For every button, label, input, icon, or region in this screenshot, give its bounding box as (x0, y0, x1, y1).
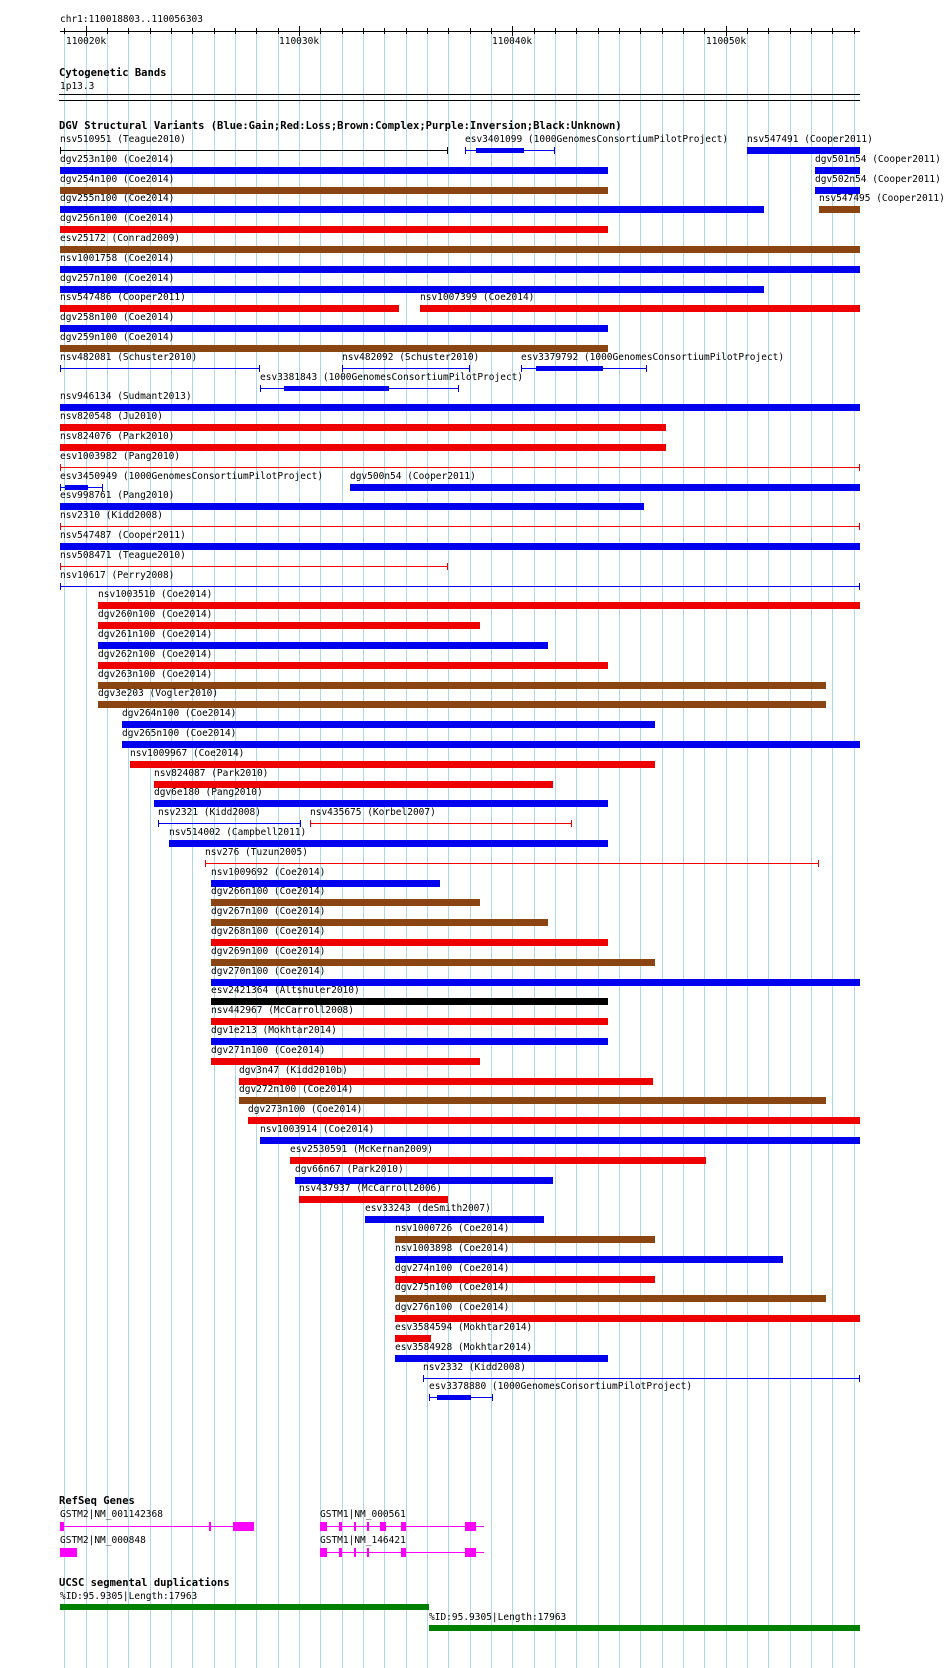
gene-exon (209, 1522, 211, 1531)
feature-label: nsv276 (Tuzun2005) (205, 847, 308, 858)
ruler-tick (363, 28, 364, 34)
feature-label: nsv1003898 (Coe2014) (395, 1243, 510, 1254)
ruler-tick (683, 28, 684, 34)
feature-label: nsv820548 (Ju2010) (60, 411, 163, 422)
feature-label: dgv66n67 (Park2010) (295, 1164, 404, 1175)
feature-label: nsv547491 (Cooper2011) (747, 134, 873, 145)
variant-line-cap (646, 365, 647, 372)
feature-label: nsv946134 (Sudmant2013) (60, 391, 192, 402)
gene-exon (401, 1522, 405, 1531)
segdup-bar[interactable] (429, 1625, 860, 1631)
feature-label: dgv263n100 (Coe2014) (98, 669, 213, 680)
variant-core-bar (536, 366, 603, 371)
ruler-tick (534, 28, 535, 34)
ruler-tick (747, 28, 748, 34)
feature-label: dgv500n54 (Cooper2011) (350, 471, 476, 482)
variant-line-cap (342, 365, 343, 372)
feature-label: dgv253n100 (Coe2014) (60, 154, 175, 165)
variant-line-cap (859, 583, 860, 590)
variant-bar[interactable] (60, 167, 608, 174)
ruler-tick (790, 28, 791, 34)
variant-bar[interactable] (60, 266, 860, 273)
feature-label: nsv1003914 (Coe2014) (260, 1124, 375, 1135)
variant-line[interactable] (310, 823, 572, 824)
variant-bar[interactable] (395, 1335, 431, 1342)
ruler-tick (278, 28, 279, 34)
ruler-tick (768, 28, 769, 34)
variant-bar[interactable] (60, 325, 608, 332)
variant-bar[interactable] (122, 741, 860, 748)
feature-label: dgv275n100 (Coe2014) (395, 1282, 510, 1293)
variant-line[interactable] (60, 566, 448, 567)
ruler-axis (60, 31, 860, 32)
feature-label: nsv514002 (Campbell2011) (169, 827, 307, 838)
ruler-tick (662, 28, 663, 34)
variant-bar[interactable] (98, 701, 825, 708)
gene-exon (320, 1522, 326, 1531)
ruler-tick (192, 28, 193, 34)
variant-bar[interactable] (819, 206, 860, 213)
variant-line-cap (60, 563, 61, 570)
feature-label: nsv510951 (Teague2010) (60, 134, 186, 145)
ruler-tick (640, 28, 641, 34)
feature-label: nsv435675 (Korbel2007) (310, 807, 436, 818)
gene-exon (60, 1522, 64, 1531)
variant-bar[interactable] (248, 1117, 860, 1124)
feature-label: esv2530591 (McKernan2009) (290, 1144, 433, 1155)
variant-line-cap (300, 820, 301, 827)
variant-line-cap (492, 1394, 493, 1401)
feature-label: dgv265n100 (Coe2014) (122, 728, 237, 739)
variant-bar[interactable] (98, 622, 480, 629)
variant-core-bar (437, 1395, 471, 1400)
ruler-tick (854, 28, 855, 34)
feature-label: dgv256n100 (Coe2014) (60, 213, 175, 224)
variant-line-cap (859, 464, 860, 471)
feature-label: dgv262n100 (Coe2014) (98, 649, 213, 660)
feature-label: dgv501n54 (Cooper2011) (815, 154, 941, 165)
feature-label: esv3450949 (1000GenomesConsortiumPilotProject) (60, 471, 324, 482)
ruler-tick (598, 28, 599, 34)
variant-line-cap (60, 365, 61, 372)
variant-bar[interactable] (60, 345, 608, 352)
ruler-tick (320, 28, 321, 34)
feature-label: nsv824076 (Park2010) (60, 431, 175, 442)
variant-line-cap (423, 1375, 424, 1382)
variant-line[interactable] (342, 368, 470, 369)
feature-label: esv2421364 (Altshuler2010) (211, 985, 360, 996)
feature-label: esv3379792 (1000GenomesConsortiumPilotProject) (521, 352, 785, 363)
variant-bar[interactable] (98, 662, 608, 669)
ruler-tick (427, 28, 428, 34)
feature-label: esv3381843 (1000GenomesConsortiumPilotProject) (260, 372, 524, 383)
ruler-tick (214, 28, 215, 34)
feature-label: nsv1001758 (Coe2014) (60, 253, 175, 264)
ruler-tick-label: 110030k (279, 36, 320, 47)
variant-line-cap (60, 464, 61, 471)
variant-line[interactable] (158, 823, 301, 824)
variant-bar[interactable] (211, 899, 480, 906)
feature-label: dgv273n100 (Coe2014) (248, 1104, 363, 1115)
variant-bar[interactable] (60, 444, 666, 451)
feature-label: nsv2310 (Kidd2008) (60, 510, 163, 521)
variant-line-cap (310, 820, 311, 827)
gene-intron-line[interactable] (60, 1526, 254, 1527)
variant-bar[interactable] (815, 167, 860, 174)
ruler-tick-label: 110040k (492, 36, 533, 47)
feature-label: esv3584928 (Mokhtar2014) (395, 1342, 533, 1353)
variant-bar[interactable] (211, 1018, 608, 1025)
variant-bar[interactable] (211, 998, 608, 1005)
variant-bar[interactable] (365, 1216, 544, 1223)
variant-bar[interactable] (395, 1355, 608, 1362)
variant-bar[interactable] (130, 761, 655, 768)
feature-label: esv3401099 (1000GenomesConsortiumPilotProject) (465, 134, 729, 145)
variant-line[interactable] (60, 526, 860, 527)
cytoband-track-title: Cytogenetic Bands (59, 67, 167, 79)
gene-exon (380, 1522, 386, 1531)
ruler-tick (256, 28, 257, 34)
ruler-tick (512, 26, 513, 36)
feature-label: dgv1e213 (Mokhtar2014) (211, 1025, 337, 1036)
variant-bar[interactable] (60, 226, 608, 233)
variant-bar[interactable] (154, 800, 608, 807)
ruler-tick (150, 28, 151, 34)
variant-bar[interactable] (350, 484, 860, 491)
feature-label: GSTM1|NM_000561 (320, 1509, 406, 1520)
feature-label: nsv1009692 (Coe2014) (211, 867, 326, 878)
variant-bar[interactable] (395, 1295, 826, 1302)
variant-line-cap (158, 820, 159, 827)
feature-label: nsv547495 (Cooper2011) (819, 193, 945, 204)
variant-line[interactable] (60, 467, 860, 468)
ruler-tick (726, 26, 727, 36)
feature-label: dgv259n100 (Coe2014) (60, 332, 175, 343)
variant-line-cap (554, 147, 555, 154)
feature-label: dgv258n100 (Coe2014) (60, 312, 175, 323)
variant-line[interactable] (60, 586, 860, 587)
feature-label: dgv266n100 (Coe2014) (211, 886, 326, 897)
feature-label: GSTM1|NM_146421 (320, 1535, 406, 1546)
feature-label: nsv1000726 (Coe2014) (395, 1223, 510, 1234)
variant-line-cap (859, 523, 860, 530)
ruler-tick (299, 26, 300, 36)
feature-label: nsv1003510 (Coe2014) (98, 589, 213, 600)
feature-label: esv3378880 (1000GenomesConsortiumPilotProject) (429, 1381, 693, 1392)
feature-label: nsv547487 (Cooper2011) (60, 530, 186, 541)
feature-label: dgv276n100 (Coe2014) (395, 1302, 510, 1313)
variant-line-cap (571, 820, 572, 827)
ruler-tick (86, 26, 87, 36)
ruler-tick (342, 28, 343, 34)
ruler-tick (406, 28, 407, 34)
feature-label: nsv2332 (Kidd2008) (423, 1362, 526, 1373)
ruler-tick (107, 28, 108, 34)
variant-line-cap (60, 583, 61, 590)
feature-label: dgv502n54 (Cooper2011) (815, 174, 941, 185)
ruler-tick (64, 28, 65, 34)
feature-label: esv1003982 (Pang2010) (60, 451, 181, 462)
ruler-tick-label: 110020k (66, 36, 107, 47)
feature-label: esv25172 (Conrad2009) (60, 233, 181, 244)
gene-exon (233, 1522, 254, 1531)
feature-label: dgv3e203 (Vogler2010) (98, 688, 219, 699)
ruler-tick (576, 28, 577, 34)
variant-bar[interactable] (420, 305, 860, 312)
feature-label: dgv3n47 (Kidd2010b) (239, 1065, 348, 1076)
feature-label: esv3584594 (Mokhtar2014) (395, 1322, 533, 1333)
gene-exon (367, 1548, 369, 1557)
variant-line-cap (859, 1375, 860, 1382)
variant-bar[interactable] (60, 424, 666, 431)
variant-bar[interactable] (98, 602, 860, 609)
ruler-tick (171, 28, 172, 34)
feature-label: GSTM2|NM_001142368 (60, 1509, 163, 1520)
feature-label: dgv274n100 (Coe2014) (395, 1263, 510, 1274)
feature-label: esv998761 (Pang2010) (60, 490, 175, 501)
gene-exon (465, 1522, 476, 1531)
feature-label: nsv1007399 (Coe2014) (420, 292, 535, 303)
ruler-tick (128, 28, 129, 34)
variant-line-cap (458, 385, 459, 392)
ruler-tick (811, 28, 812, 34)
variant-bar[interactable] (211, 919, 548, 926)
ruler-tick (470, 28, 471, 34)
feature-label: GSTM2|NM_000848 (60, 1535, 146, 1546)
variant-bar[interactable] (747, 147, 860, 154)
variant-line-cap (818, 860, 819, 867)
variant-core-bar (476, 148, 523, 153)
variant-bar[interactable] (395, 1256, 783, 1263)
variant-bar[interactable] (290, 1157, 706, 1164)
feature-label: nsv824087 (Park2010) (154, 768, 269, 779)
feature-label: %ID:95.9305|Length:17963 (429, 1612, 567, 1623)
gene-exon (60, 1548, 77, 1557)
cytoband-label: 1p13.3 (60, 81, 95, 92)
feature-label: dgv268n100 (Coe2014) (211, 926, 326, 937)
variant-bar[interactable] (260, 1137, 860, 1144)
feature-label: nsv482081 (Schuster2010) (60, 352, 198, 363)
gene-exon (465, 1548, 476, 1557)
feature-label: nsv482092 (Schuster2010) (342, 352, 480, 363)
refseq-track-title: RefSeq Genes (59, 1495, 135, 1507)
variant-line-cap (60, 147, 61, 154)
variant-line[interactable] (60, 150, 448, 151)
variant-line-cap (259, 365, 260, 372)
variant-line-cap (447, 147, 448, 154)
feature-label: esv33243 (deSmith2007) (365, 1203, 491, 1214)
ruler-tick (235, 28, 236, 34)
variant-line-cap (205, 860, 206, 867)
segdup-track-title: UCSC segmental duplications (59, 1577, 230, 1589)
feature-label: dgv271n100 (Coe2014) (211, 1045, 326, 1056)
ruler-tick (491, 28, 492, 34)
feature-label: nsv437937 (McCarroll2006) (299, 1183, 442, 1194)
variant-line[interactable] (60, 368, 260, 369)
dgv-track-title: DGV Structural Variants (Blue:Gain;Red:Loss;Brown:Complex;Purple:Inversion;Black:Unknown) (59, 120, 622, 132)
feature-label: dgv267n100 (Coe2014) (211, 906, 326, 917)
feature-label: %ID:95.9305|Length:17963 (60, 1591, 198, 1602)
gene-exon (367, 1522, 369, 1531)
gene-exon (339, 1522, 341, 1531)
variant-line[interactable] (423, 1378, 860, 1379)
feature-label: nsv547486 (Cooper2011) (60, 292, 186, 303)
gene-exon (339, 1548, 341, 1557)
variant-bar[interactable] (239, 1097, 826, 1104)
gene-exon (320, 1548, 326, 1557)
variant-line-cap (447, 563, 448, 570)
feature-label: dgv270n100 (Coe2014) (211, 966, 326, 977)
feature-label: nsv442967 (McCarroll2008) (211, 1005, 354, 1016)
feature-label: dgv257n100 (Coe2014) (60, 273, 175, 284)
feature-label: dgv272n100 (Coe2014) (239, 1084, 354, 1095)
variant-bar[interactable] (60, 404, 860, 411)
variant-line-cap (429, 1394, 430, 1401)
variant-line-cap (465, 147, 466, 154)
feature-label: dgv264n100 (Coe2014) (122, 708, 237, 719)
variant-bar[interactable] (122, 721, 655, 728)
variant-bar[interactable] (211, 1038, 608, 1045)
variant-bar[interactable] (211, 959, 655, 966)
variant-bar[interactable] (211, 1058, 480, 1065)
feature-label: dgv6e180 (Pang2010) (154, 787, 263, 798)
ruler-tick (555, 28, 556, 34)
variant-line-cap (260, 385, 261, 392)
feature-label: dgv254n100 (Coe2014) (60, 174, 175, 185)
variant-bar[interactable] (60, 206, 764, 213)
variant-core-bar (284, 386, 389, 391)
variant-line-cap (60, 523, 61, 530)
ruler-tick (619, 28, 620, 34)
track-divider (59, 94, 860, 95)
feature-label: dgv260n100 (Coe2014) (98, 609, 213, 620)
feature-label: nsv1009967 (Coe2014) (130, 748, 245, 759)
segdup-bar[interactable] (60, 1604, 429, 1610)
variant-bar[interactable] (60, 503, 644, 510)
ruler-tick (384, 28, 385, 34)
variant-bar[interactable] (98, 642, 548, 649)
ruler-tick (448, 28, 449, 34)
variant-bar[interactable] (60, 305, 399, 312)
variant-bar[interactable] (60, 543, 860, 550)
feature-label: nsv10617 (Perry2008) (60, 570, 175, 581)
variant-line-cap (469, 365, 470, 372)
gene-exon (354, 1548, 356, 1557)
ruler-tick-label: 110050k (706, 36, 747, 47)
ruler-tick (832, 28, 833, 34)
feature-label: nsv2321 (Kidd2008) (158, 807, 261, 818)
variant-bar[interactable] (395, 1315, 860, 1322)
feature-label: nsv508471 (Teague2010) (60, 550, 186, 561)
variant-bar[interactable] (395, 1236, 655, 1243)
track-divider (59, 100, 860, 101)
ruler-tick (704, 28, 705, 34)
position-label: chr1:110018803..110056303 (60, 14, 203, 25)
variant-line-cap (521, 365, 522, 372)
feature-label: dgv261n100 (Coe2014) (98, 629, 213, 640)
variant-bar[interactable] (211, 939, 608, 946)
feature-label: dgv269n100 (Coe2014) (211, 946, 326, 957)
variant-bar[interactable] (169, 840, 608, 847)
variant-bar[interactable] (60, 246, 860, 253)
gene-exon (354, 1522, 356, 1531)
variant-line[interactable] (205, 863, 819, 864)
variant-bar[interactable] (299, 1196, 448, 1203)
feature-label: dgv255n100 (Coe2014) (60, 193, 175, 204)
gene-exon (401, 1548, 405, 1557)
